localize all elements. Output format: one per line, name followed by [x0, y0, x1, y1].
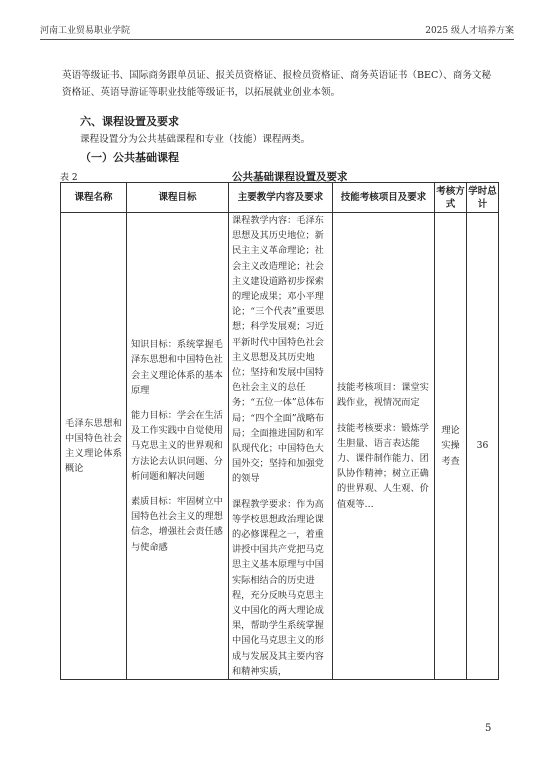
- intro-line-1: 英语等级证书、国际商务跟单员证、报关员资格证、报检员资格证、商务英语证书（BEC）、商务文秘: [62, 70, 492, 81]
- table-number: 表 2: [60, 173, 78, 183]
- table-header-row: [61, 183, 499, 213]
- content-teaching: 课程教学内容：毛泽东思想及其历史地位；新民主主义革命理论；社会主义改造理论；社会主义建设道路初步探索的理论成果；邓小平理论；“三个代表”重要思想；科学发展观；习近平新时代中国特色社会主义思想及其历史地位；坚持和发展中国特色社会主义的总任务；“五位一体”总体布局；“四个全面”战略布局；全面推进国防和军队现代化；中国特色大国外交；坚持和加强党的领导: [232, 215, 325, 485]
- header-course-goal: 课程目标: [127, 183, 229, 213]
- table-title: 公共基础课程设置及要求: [232, 171, 348, 183]
- header-assessment-method: 考核方式: [435, 183, 467, 213]
- cell-course-goal: [127, 213, 229, 680]
- intro-line-2: 资格证、英语导游证等职业技能等级证书，以拓展就业创业本领。: [62, 87, 341, 98]
- cell-assessment-method: 理论实操考查: [435, 213, 467, 680]
- cell-main-content: [229, 213, 333, 680]
- cell-total-hours: 36: [467, 213, 499, 680]
- skill-items: 技能考核项目：课堂实践作业，视情况而定: [337, 382, 429, 409]
- table-row: [61, 213, 499, 680]
- goal-knowledge: 知识目标：系统掌握毛泽东思想和中国特色社会主义理论体系的基本原理: [131, 339, 223, 396]
- school-name: 河南工业贸易职业学院: [40, 26, 131, 36]
- skill-requirements: 技能考核要求：锻炼学生胆量、语言表达能力、课件制作能力、团队协作精神；树立正确的世界观、人生观、价值观等…: [337, 422, 429, 510]
- content-requirement: 课程教学要求：作为高等学校思想政治理论课的必修课程之一，着重讲授中国共产党把马克思主义基本原理与中国实际相结合的历史进程，充分反映马克思主义中国化的两大理论成果，帮助学生系统掌握中国化马克思主义的形成与发展及其主要内容和精神实质，: [232, 498, 324, 677]
- page-header: [40, 23, 514, 37]
- cell-course-name: 毛泽东思想和中国特色社会主义理论体系概论: [61, 213, 127, 680]
- goal-ability: 能力目标：学会在生活及工作实践中自觉使用马克思主义的世界观和方法论去认识问题、分析问题和解决问题: [131, 410, 223, 482]
- course-table: [60, 182, 499, 680]
- document-title: 2025 级人才培养方案: [425, 26, 514, 36]
- section-heading: 六、课程设置及要求: [80, 115, 179, 128]
- header-skill-assessment: 技能考核项目及要求: [333, 183, 435, 213]
- goal-quality: 素质目标：牢固树立中国特色社会主义的理想信念，增强社会责任感与使命感: [131, 496, 223, 553]
- header-divider: [40, 39, 514, 40]
- header-course-name: 课程名称: [61, 183, 127, 213]
- section-text: 课程设置分为公共基础课程和专业（技能）课程两类。: [80, 134, 311, 145]
- header-total-hours: 学时总计: [467, 183, 499, 213]
- cell-skill-assessment: [333, 213, 435, 680]
- header-main-content: 主要教学内容及要求: [229, 183, 333, 213]
- subsection-heading: （一）公共基础课程: [80, 151, 179, 164]
- page-number: 5: [485, 723, 492, 734]
